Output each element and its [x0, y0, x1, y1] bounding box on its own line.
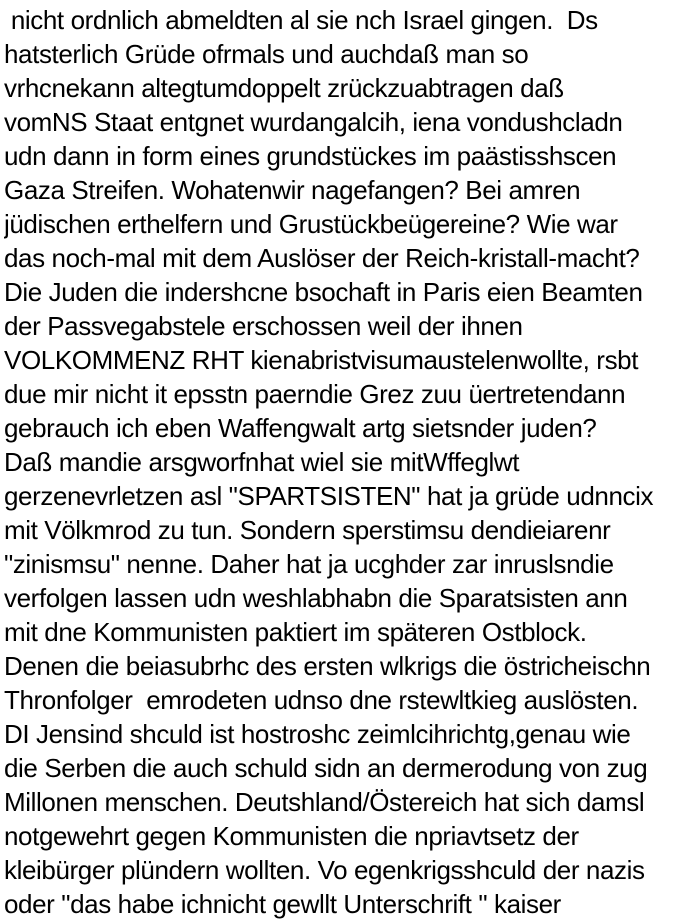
text-line: notgewehrt gegen Kommunisten die npriavtsetz der [4, 821, 579, 851]
text-line: Die Juden die indershcne bsochaft in Paris eien Beamten [4, 277, 643, 307]
text-line: nicht ordnlich abmeldten al sie nch Israel gingen. Ds [4, 5, 598, 35]
text-line: due mir nicht it epsstn paerndie Grez zuu üertretendann [4, 379, 626, 409]
text-line: udn dann in form eines grundstückes im paästisshscen [4, 141, 617, 171]
text-line: kleibürger plündern wollten. Vo egenkrigsshculd der nazis [4, 855, 645, 885]
text-line: "zinismsu" nenne. Daher hat ja ucghder zar inruslsndie [4, 549, 614, 579]
text-line: Denen die beiasubrhc des ersten wlkrigs die östricheischn [4, 651, 651, 681]
text-line: oder "das habe ichnicht gewllt Unterschrift " kaiser [4, 889, 561, 919]
text-line: jüdischen erthelfern und Grustückbeügereine? Wie war [4, 209, 618, 239]
text-line: DI Jensind shculd ist hostroshc zeimlcihrichtg,genau wie [4, 719, 631, 749]
text-line: gebrauch ich eben Waffengwalt artg sietsnder juden? [4, 413, 597, 443]
text-line: der Passvegabstele erschossen weil der ihnen [4, 311, 523, 341]
text-line: VOLKOMMENZ RHT kienabristvisumaustelenwollte, rsbt [4, 345, 639, 375]
text-line: mit Völkmrod zu tun. Sondern sperstimsu dendieiarenr [4, 515, 611, 545]
text-line: vomNS Staat entgnet wurdangalcih, iena vondushcladn [4, 107, 623, 137]
text-line: Gaza Streifen. Wohatenwir nagefangen? Bei amren [4, 175, 581, 205]
text-line: Millonen menschen. Deutshland/Östereich hat sich damsl [4, 787, 645, 817]
text-line: verfolgen lassen udn weshlabhabn die Sparatsisten ann [4, 583, 628, 613]
text-line: Daß mandie arsgworfnhat wiel sie mitWffeglwt [4, 447, 520, 477]
text-line: Thronfolger emrodeten udnso dne rstewltkieg auslösten. [4, 685, 639, 715]
text-line: gerzenevrletzen asl "SPARTSISTEN" hat ja grüde udnncix [4, 481, 654, 511]
text-line: vrhcnekann altegtumdoppelt zrückzuabtragen daß [4, 73, 564, 103]
text-line: mit dne Kommunisten paktiert im späteren Ostblock. [4, 617, 587, 647]
text-line: die Serben die auch schuld sidn an dermerodung von zug [4, 753, 648, 783]
text-line: hatsterlich Grüde ofrmals und auchdaß man so [4, 39, 529, 69]
text-line: das noch-mal mit dem Auslöser der Reich-kristall-macht? [4, 243, 640, 273]
